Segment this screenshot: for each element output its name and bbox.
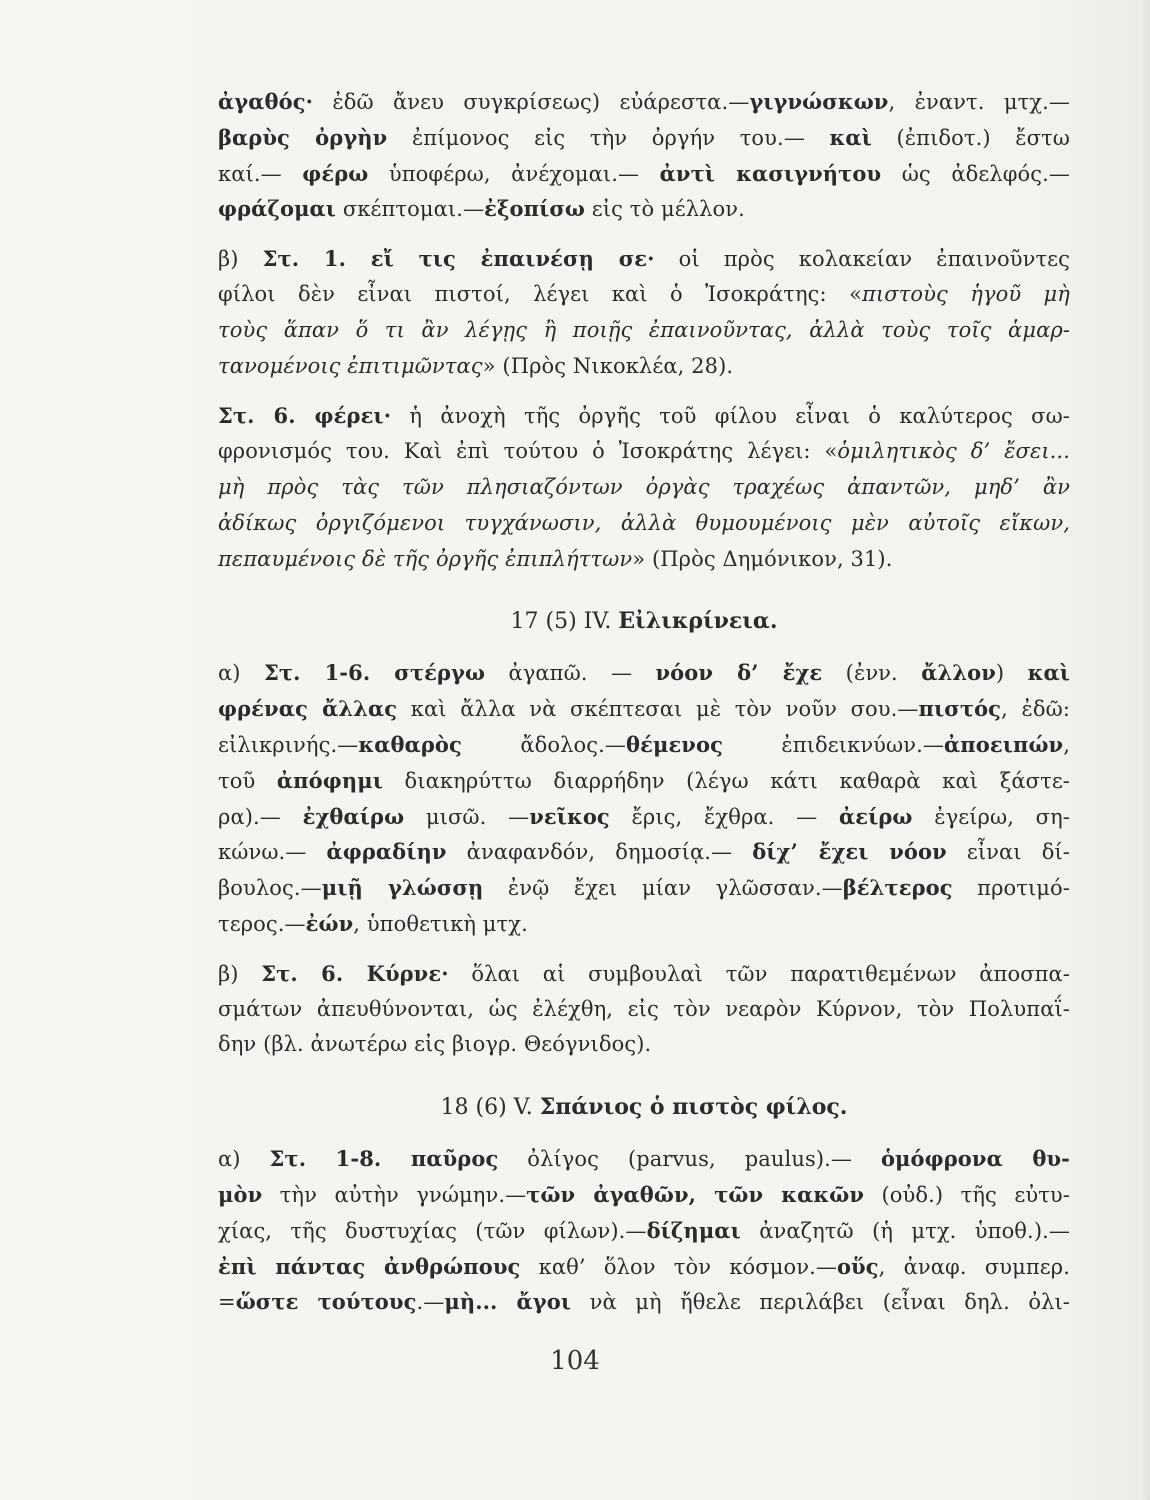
text-line-9: Στ. 6. φέρει· ἡ ἀνοχὴ τῆς ὀργῆς τοῦ φίλου εἶναι ὁ καλύτερος σω- bbox=[218, 403, 1070, 429]
page-edge bbox=[1140, 0, 1150, 1500]
text-line-16: φρένας ἄλλας καὶ ἄλλα νὰ σκέπτεσαι μὲ τὸν νοῦν σου.—πιστός, ἐδῶ: bbox=[218, 696, 1070, 722]
text-column bbox=[218, 84, 1070, 1320]
page-number: 104 bbox=[550, 1346, 600, 1376]
section-gap bbox=[218, 641, 1070, 655]
text-line-29: χίας, τῆς δυστυχίας (τῶν φίλων).—δίζημαι ἀναζητῶ (ἡ μτχ. ὑποθ.).— bbox=[218, 1217, 1070, 1243]
text-line-11: μὴ πρὸς τὰς τῶν πλησιαζόντων ὀργὰς τραχέως ἀπαντῶν, μηδ’ ἂν bbox=[218, 474, 1070, 499]
text-line-28: μὸν τὴν αὐτὴν γνώμην.—τῶν ἀγαθῶν, τῶν κακῶν (οὐδ.) τῆς εὐτυ- bbox=[218, 1181, 1070, 1207]
section-heading-18: 18 (6) V. Σπάνιος ὁ πιστὸς φίλος. bbox=[440, 1094, 848, 1121]
text-line-27: α) Στ. 1-8. παῦρος ὀλίγος (parvus, paulus).— ὁμόφρονα θυ- bbox=[218, 1146, 1070, 1172]
paragraph-gap bbox=[218, 227, 1070, 241]
text-line-4: φράζομαι σκέπτομαι.—ἐξοπίσω εἰς τὸ μέλλον. bbox=[218, 196, 745, 222]
text-line-20: κώνω.— ἀφραδίην ἀναφανδόν, δημοσίᾳ.— δίχ’ ἔχει νόον εἶναι δί- bbox=[218, 839, 1070, 865]
text-line-31: =ὥστε τούτους.—μὴ... ἄγοι νὰ μὴ ἤθελε περιλάβει (εἶναι δηλ. ὀλι- bbox=[218, 1289, 1070, 1315]
text-line-21: βουλος.—μιῇ γλώσσῃ ἐνῷ ἔχει μίαν γλῶσσαν.—βέλτερος προτιμό- bbox=[218, 875, 1070, 901]
section-gap bbox=[218, 577, 1070, 601]
text-line-8: τανομένοις ἐπιτιμῶντας» (Πρὸς Νικοκλέα, 28). bbox=[218, 353, 734, 378]
paragraph-gap bbox=[218, 942, 1070, 956]
text-line-17: εἰλικρινής.—καθαρὸς ἄδολος.—θέμενος ἐπιδεικνύων.—ἀποειπών, bbox=[218, 731, 1070, 757]
section-heading-17: 17 (5) IV. Εἰλικρίνεια. bbox=[510, 608, 778, 635]
text-line-30: ἐπὶ πάντας ἀνθρώπους καθ’ ὅλον τὸν κόσμον.—οὕς, ἀναφ. συμπερ. bbox=[218, 1253, 1070, 1279]
text-line-3: καί.— φέρω ὑποφέρω, ἀνέχομαι.— ἀντὶ κασιγνήτου ὡς ἀδελφός.— bbox=[218, 160, 1071, 186]
text-line-25: δην (βλ. ἀνωτέρω εἰς βιογρ. Θεόγνιδος). bbox=[218, 1032, 652, 1057]
text-line-23: β) Στ. 6. Κύρνε· ὅλαι αἱ συμβουλαὶ τῶν παρατιθεμένων ἀποσπα- bbox=[218, 960, 1071, 986]
text-line-19: ρα).— ἐχθαίρω μισῶ. —νεῖκος ἔρις, ἔχθρα. — ἀείρω ἐγείρω, ση- bbox=[218, 803, 1070, 829]
text-line-24: σμάτων ἀπευθύνονται, ὡς ἐλέχθη, εἰς τὸν νεαρὸν Κύρνον, τὸν Πολυπαΐ- bbox=[218, 996, 1070, 1021]
text-line-1: ἀγαθός· ἐδῶ ἄνευ συγκρίσεως) εὐάρεστα.—γιγνώσκων, ἐναντ. μτχ.— bbox=[218, 89, 1070, 114]
text-line-2: βαρὺς ὀργὴν ἐπίμονος εἰς τὴν ὀργήν του.— καὶ (ἐπιδοτ.) ἔστω bbox=[218, 124, 1071, 150]
text-line-15: α) Στ. 1-6. στέργω ἀγαπῶ. — νόον δ’ ἔχε (ἐνν. ἄλλον) καὶ bbox=[218, 660, 1070, 686]
section-gap bbox=[218, 1127, 1070, 1141]
text-line-6: φίλοι δὲν εἶναι πιστοί, λέγει καὶ ὁ Ἰσοκράτης: «πιστοὺς ἡγοῦ μὴ bbox=[218, 281, 1070, 306]
text-line-12: ἀδίκως ὀργιζόμενοι τυγχάνωσιν, ἀλλὰ θυμουμένοις μὲν αὐτοῖς εἴκων, bbox=[218, 510, 1070, 535]
paragraph-gap bbox=[218, 384, 1070, 398]
text-line-13: πεπαυμένοις δὲ τῆς ὀργῆς ἐπιπλήττων» (Πρὸς Δημόνικον, 31). bbox=[218, 546, 893, 571]
text-line-7: τοὺς ἅπαν ὅ τι ἂν λέγῃς ἢ ποιῇς ἐπαινοῦντας, ἀλλὰ τοὺς τοῖς ἁμαρ- bbox=[218, 317, 1070, 342]
text-line-22: τερος.—ἐών, ὑποθετικὴ μτχ. bbox=[218, 910, 528, 936]
section-gap bbox=[218, 1063, 1070, 1087]
text-line-10: φρονισμός του. Καὶ ἐπὶ τούτου ὁ Ἰσοκράτης λέγει: «ὁμιλητικὸς δ’ ἔσει... bbox=[218, 439, 1070, 464]
text-line-18: τοῦ ἀπόφημι διακηρύττω διαρρήδην (λέγω κάτι καθαρὰ καὶ ξάστε- bbox=[218, 767, 1070, 793]
text-line-5: β) Στ. 1. εἴ τις ἐπαινέσῃ σε· οἱ πρὸς κολακείαν ἐπαινοῦντες bbox=[218, 246, 1070, 272]
